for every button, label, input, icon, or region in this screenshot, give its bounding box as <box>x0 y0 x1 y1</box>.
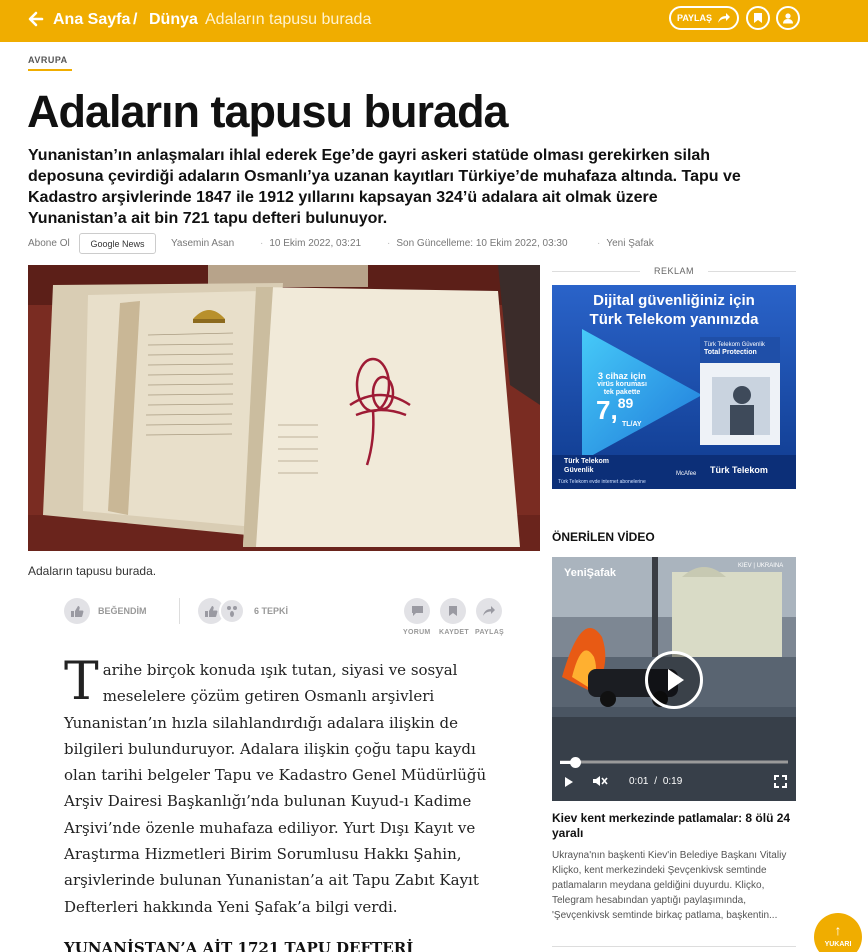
ad-footer-brand: Türk Telekom Güvenlik <box>564 458 609 474</box>
share-button[interactable] <box>476 598 502 624</box>
ad-price-main: 7, <box>596 395 618 425</box>
top-bar <box>0 0 868 42</box>
video-watermark: YeniŞafak <box>564 567 616 579</box>
breadcrumb-current: Adaların tapusu burada <box>205 11 372 28</box>
scroll-top-label: YUKARI <box>824 941 852 948</box>
save-button[interactable] <box>440 598 466 624</box>
ad-offer-3: tek pakette <box>603 389 641 396</box>
category-label[interactable]: AVRUPA <box>28 55 68 65</box>
video-description: Ukrayna'nın başkenti Kiev'in Belediye Başkanı Vitaliy Kliçko, kent merkezindeki Şevçenkivsk semtinde patlamaların meydana geldiğini duyurdu. Kliçko, Telegram hesabından yaptığı paylaşımında, 'Şevçenkivsk semtinde birkaç patlama, başkentin... <box>552 850 787 921</box>
share-arrow-icon <box>482 605 496 617</box>
updated-date: Son Güncelleme: 10 Ekim 2022, 03:30 <box>396 238 568 249</box>
bookmark-icon <box>753 12 763 24</box>
thumbs-up-icon <box>70 605 84 618</box>
google-news-label: Google News <box>90 238 145 249</box>
ad-headline-2: Türk Telekom yanınızda <box>589 311 759 328</box>
ad-banner[interactable] <box>552 285 796 489</box>
article-title: Adaların tapusu burada <box>27 86 508 137</box>
video-play-control[interactable] <box>564 775 574 793</box>
bookmark-icon <box>448 605 458 617</box>
save-label: KAYDET <box>439 629 469 636</box>
play-small-icon <box>564 776 574 788</box>
article-lead: Yunanistan’ın anlaşmaları ihlal ederek Ege’de gayri askeri statüde olması gerekirken silah deposuna çevirdiği adaların Osmanlı’ya uzanan kayıtları Türkiye’de muhafaza altında. Tapu ve Kadastro arşivlerinde 1847 ile 1912 yıllarını kapsayan 324’ü adalara ait olmak üzere Yunanistan’a ait bin 721 tapu defteri bulunuyor. <box>28 147 741 227</box>
fullscreen-button[interactable] <box>774 775 787 793</box>
ad-product-brand: Türk Telekom Güvenlik <box>704 342 765 348</box>
video-progress-handle[interactable] <box>570 757 581 768</box>
sidebar-divider <box>552 946 796 947</box>
bookmark-button[interactable] <box>746 6 770 30</box>
article-image[interactable] <box>28 265 540 551</box>
share-arrow-icon <box>717 12 731 24</box>
back-arrow-icon[interactable] <box>26 9 46 29</box>
ad-offer-2: virüs koruması <box>597 381 647 388</box>
publish-date: 10 Ekim 2022, 03:21 <box>269 238 362 249</box>
ad-headline-1: Dijital güvenliğiniz için <box>593 292 755 309</box>
meta-dot-icon: · <box>387 238 391 249</box>
comment-label: YORUM <box>403 629 431 636</box>
comment-icon <box>411 605 424 617</box>
video-player[interactable] <box>552 557 796 801</box>
video-duration: 0:19 <box>662 776 683 787</box>
breadcrumb-home[interactable]: Ana Sayfa <box>53 11 131 28</box>
author-name[interactable]: Yasemin Asan <box>171 238 235 249</box>
drop-cap: T <box>64 652 99 712</box>
article-subheading: YUNANİSTAN’A AİT 1721 TAPU DEFTERİ <box>64 939 414 952</box>
ad-product-name: Total Protection <box>704 349 757 356</box>
ad-price-unit: TL/AY <box>622 421 642 428</box>
like-button[interactable] <box>64 598 90 624</box>
user-icon <box>782 12 794 24</box>
video-title[interactable]: Kiev kent merkezinde patlamalar: 8 ölü 24 yaralı <box>552 811 791 840</box>
breadcrumb-separator: / <box>133 11 138 28</box>
header-share-button[interactable] <box>669 6 739 30</box>
image-caption: Adaların tapusu burada. <box>28 564 157 578</box>
play-button[interactable] <box>645 651 703 709</box>
like-label[interactable]: BEĞENDİM <box>98 606 147 616</box>
meta-dot-icon: · <box>597 238 601 249</box>
meta-dot-icon: · <box>260 238 264 249</box>
ad-offer-1: 3 cihaz için <box>597 371 647 381</box>
ad-label: REKLAM <box>653 266 694 276</box>
source-name: Yeni Şafak <box>606 238 654 249</box>
category-underline <box>28 69 72 71</box>
reaction-divider <box>179 598 180 624</box>
google-news-button[interactable] <box>79 233 156 254</box>
ad-footer-mcafee: McAfee <box>676 471 697 477</box>
video-time-separator: / <box>654 776 658 787</box>
profile-button[interactable] <box>776 6 800 30</box>
recommended-video-title: ÖNERİLEN VİDEO <box>552 530 655 544</box>
ad-price-cents: 89 <box>617 395 634 411</box>
subscribe-label: Abone Ol <box>28 238 70 249</box>
article-body-text: arihe birçok konuda ışık tutan, siyasi ve sosyal meselelere çözüm getiren Osmanlı arşivleri Yunanistan’ın hızla silahlandırdığı adalara ilişkin de bilgileri bulunduruyor. Adalara ilişkin çoğu tapu kaydı olan tarihi belgeler Tapu ve Kadastro Genel Müdürlüğü Arşiv Dairesi Başkanlığı’nda bulunan Kuyud-ı Kadime Arşivi’nde özenle muhafaza ediliyor. Yurt Dışı Kayıt ve Araştırma Hizmetleri Birim Sorumlusu Hakkı Şahin, arşivlerinde bulunan Yunanistan’a ait Tapu Zabıt Kayıt Defterleri hakkında Yeni Şafak’a bilgi verdi. <box>64 661 487 916</box>
muted-speaker-icon <box>592 774 608 788</box>
scroll-top-button[interactable] <box>814 913 862 952</box>
mute-button[interactable] <box>592 774 608 793</box>
video-current-time: 0:01 <box>629 776 649 787</box>
share-label: PAYLAŞ <box>475 629 505 636</box>
ad-footer-tt: Türk Telekom <box>710 465 768 475</box>
play-icon <box>648 654 700 706</box>
fullscreen-icon <box>774 775 787 788</box>
ad-footer-note: Türk Telekom evde internet abonelerine <box>558 479 646 485</box>
comment-button[interactable] <box>404 598 430 624</box>
breadcrumb-section[interactable]: Dünya <box>149 11 198 28</box>
arrow-up-icon: ↑ <box>834 922 842 938</box>
reaction-surprised-icon[interactable] <box>219 598 245 624</box>
article-body <box>64 652 509 920</box>
reaction-count[interactable]: 6 TEPKİ <box>254 606 289 616</box>
header-share-label: PAYLAŞ <box>676 13 712 23</box>
video-tag: KIEV | UKRAINA <box>738 563 784 569</box>
